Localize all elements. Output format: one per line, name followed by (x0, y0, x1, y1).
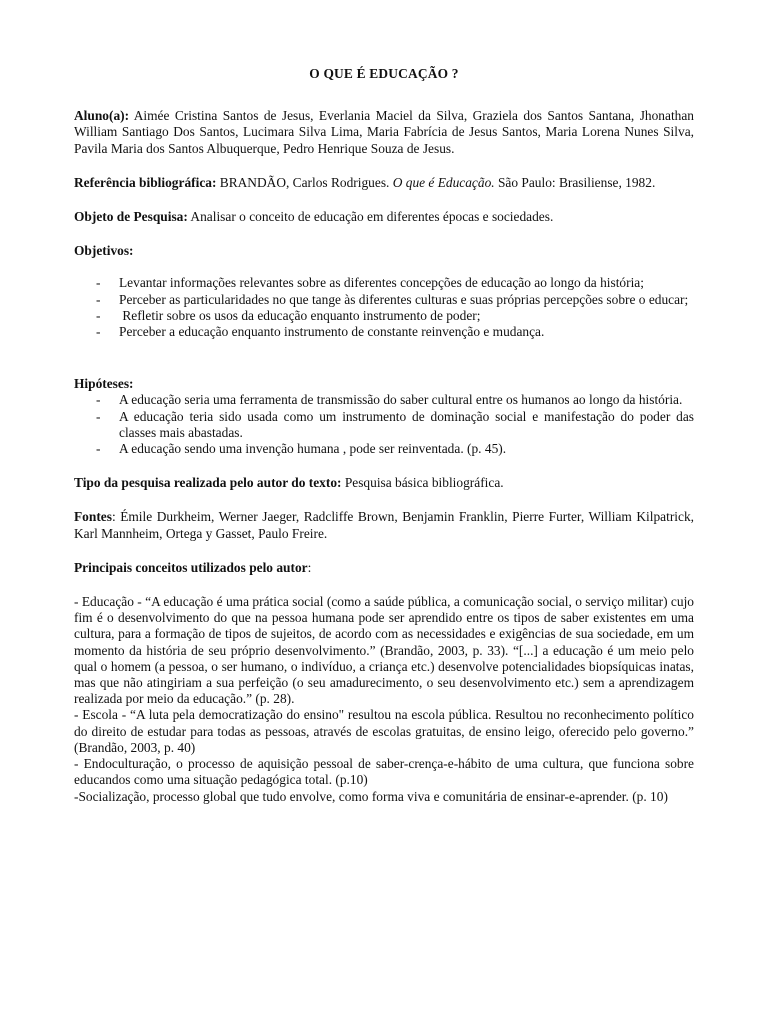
list-item (74, 441, 694, 457)
list-item (74, 392, 694, 408)
conceito-educacao: - Educação - “A educação é uma prática social (como a saúde pública, a comunicação social, o serviço militar) cujo fim é o desenvolvimento do que na pessoa humana pode ser aprendido entre os tipos de saber existentes em uma cultura, para a formação de tipos de sujeitos, de acordo com as necessidades e exigências de sua sociedade, em um momento da história de seu próprio desenvolvimento.” (Brandão, 2003, p. 33). “[...] a educação é um meio pelo qual o homem (a pessoa, o ser humano, o indivíduo, a criança etc.) desenvolve potencialidades biopsíquicas inatas, mas que não atingiriam a sua perfeição (o seu amadurecimento, o seu desenvolvimento etc.) sem a aprendizagem realizada por meio da educação.” (p. 28). (74, 594, 694, 707)
conceito-socializacao: -Socialização, processo global que tudo envolve, como forma viva e comunitária de ensinar-e-aprender. (p. 10) (74, 788, 668, 804)
fontes-label: Fontes (74, 509, 112, 525)
tipo-paragraph (74, 475, 694, 491)
objeto-paragraph (74, 209, 694, 225)
hipoteses-list (74, 392, 694, 457)
referencia-book: O que é Educação. (392, 174, 495, 190)
objetivo-text: Levantar informações relevantes sobre as diferentes concepções de educação ao longo da história; (119, 275, 644, 291)
dash-bullet: - (96, 291, 101, 307)
referencia-author: BRANDÃO, Carlos Rodrigues. (216, 174, 393, 190)
aluno-paragraph (74, 108, 694, 157)
tipo-label: Tipo da pesquisa realizada pelo autor do texto: (74, 475, 342, 491)
dash-bullet: - (96, 408, 101, 424)
conceitos-body (74, 594, 694, 805)
conceito-endoculturacao: - Endoculturação, o processo de aquisição pessoal de saber-crença-e-hábito de uma cultura, que funciona sobre educandos como uma situação pedagógica total. (p.10) (74, 756, 694, 788)
dash-bullet: - (96, 275, 101, 291)
hipotese-text: A educação sendo uma invenção humana , pode ser reinventada. (p. 45). (119, 441, 507, 457)
list-item (74, 292, 694, 308)
objetivo-text: Perceber as particularidades no que tange às diferentes culturas e suas próprias percepções sobre o educar; (119, 291, 689, 307)
list-item (74, 275, 694, 291)
objetivo-text: Refletir sobre os usos da educação enquanto instrumento de poder; (119, 307, 481, 323)
spacer (74, 340, 694, 376)
objeto-label: Objeto de Pesquisa: (74, 209, 188, 225)
dash-bullet: - (96, 324, 101, 340)
conceitos-label: Principais conceitos utilizados pelo autor (74, 559, 308, 575)
objetivo-text: Perceber a educação enquanto instrumento de constante reinvenção e mudança. (119, 324, 545, 340)
dash-bullet: - (96, 392, 101, 408)
conceito-escola: - Escola - “A luta pela democratização do ensino" resultou na escola pública. Resultou no reconhecimento político do direito de estudar para todas as pessoas, através de escolas gratuitas, de ensino leigo, oferecido pelo governo.” (Brandão, 2003, p. 40) (74, 707, 694, 755)
conceitos-colon: : (307, 559, 312, 575)
referencia-rest: São Paulo: Brasiliense, 1982. (494, 174, 656, 190)
list-item (74, 324, 694, 340)
aluno-text: Aimée Cristina Santos de Jesus, Everlania Maciel da Silva, Graziela dos Santos Santana, Jhonathan William Santiago Dos Santos, Lucimara Silva Lima, Maria Fabrícia de Jesus Santos, Maria Lorena Nunes Silva, Pavila Maria dos Santos Albuquerque, Pedro Henrique Souza de Jesus. (74, 108, 694, 156)
list-item (74, 308, 694, 324)
objetivos-heading: Objetivos: (74, 243, 134, 259)
objetivos-list (74, 275, 694, 340)
fontes-paragraph (74, 509, 694, 541)
fontes-text: : Émile Durkheim, Werner Jaeger, Radcliffe Brown, Benjamin Franklin, Pierre Furter, William Kilpatrick, Karl Mannheim, Ortega y Gasset, Paulo Freire. (74, 509, 694, 541)
conceitos-heading (74, 560, 694, 576)
dash-bullet: - (96, 441, 101, 457)
aluno-label: Aluno(a): (74, 108, 130, 124)
document-title: O QUE É EDUCAÇÃO ? (309, 66, 459, 81)
referencia-label: Referência bibliográfica: (74, 174, 217, 190)
tipo-text: Pesquisa básica bibliográfica. (341, 475, 504, 491)
hipoteses-heading: Hipóteses: (74, 376, 134, 392)
dash-bullet: - (96, 307, 101, 323)
referencia-paragraph (74, 175, 694, 191)
objeto-text: Analisar o conceito de educação em diferentes épocas e sociedades. (187, 209, 554, 225)
document-page (74, 66, 694, 805)
hipotese-text: A educação teria sido usada como um instrumento de dominação social e manifestação do poder das classes mais abastadas. (119, 408, 694, 440)
hipotese-text: A educação seria uma ferramenta de transmissão do saber cultural entre os humanos ao longo da história. (119, 392, 683, 408)
list-item (74, 409, 694, 441)
